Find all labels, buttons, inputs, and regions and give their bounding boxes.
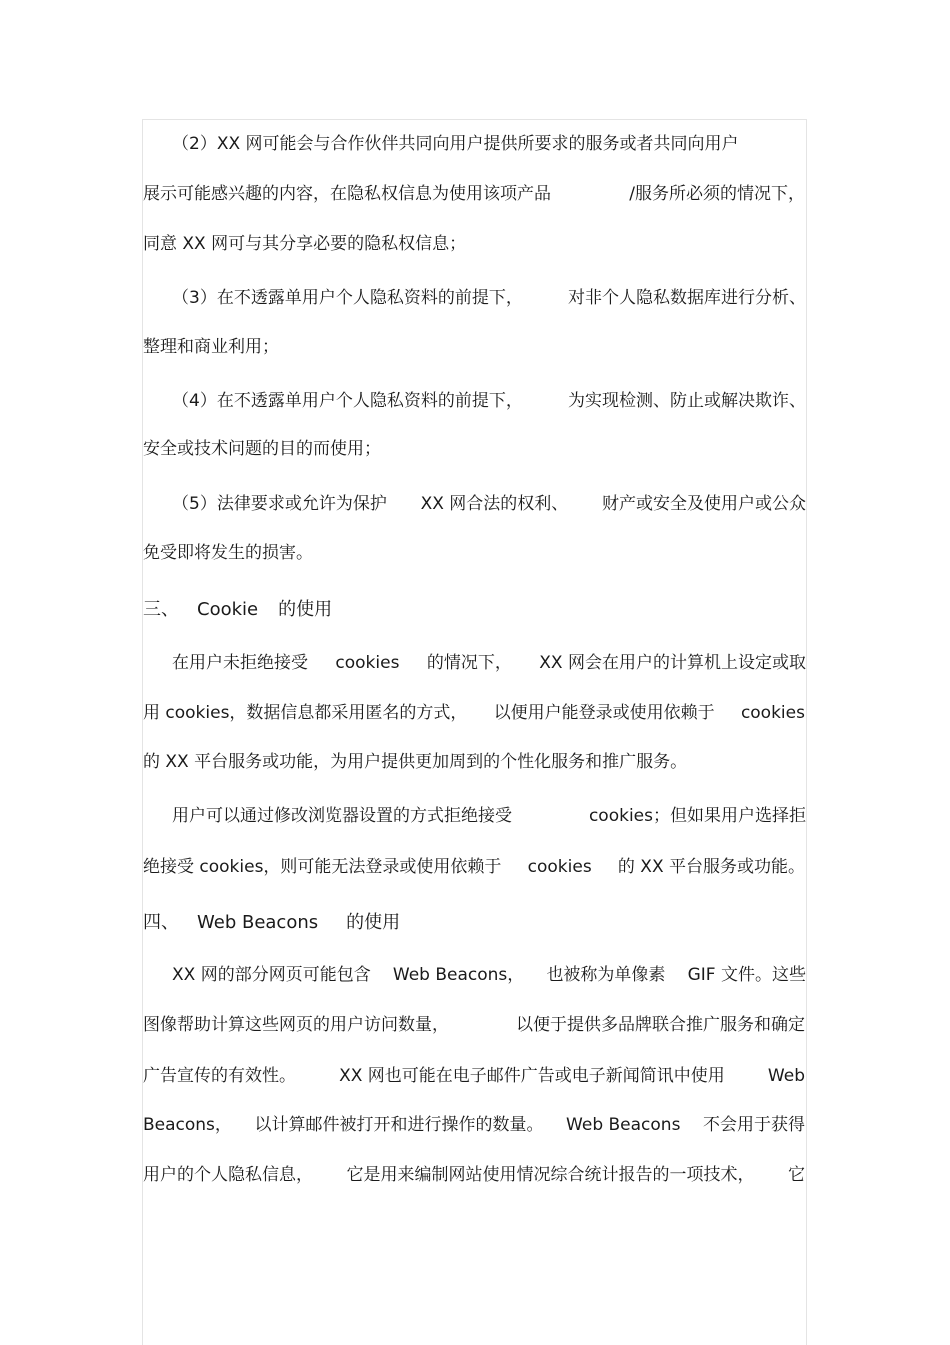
heading-suffix: 的使用 xyxy=(278,599,333,620)
section-heading-cookie xyxy=(143,595,805,625)
paragraph-line: 安全或技术问题的目的而使用； xyxy=(143,439,381,459)
paragraph-line: 绝接受 cookies，则可能无法登录或使用依赖于 cookies 的 XX 平台服务或功能。 xyxy=(143,857,805,877)
paragraph-line: 用户的个人隐私信息， 它是用来编制网站使用情况综合统计报告的一项技术， 它 xyxy=(143,1165,805,1185)
paragraph-line: （2）XX 网可能会与合作伙伴共同向用户提供所要求的服务或者共同向用户 xyxy=(172,134,739,154)
heading-number: 三、 xyxy=(143,599,179,620)
paragraph-line: 图像帮助计算这些网页的用户访问数量， 以便于提供多品牌联合推广服务和确定 xyxy=(143,1015,805,1035)
heading-number: 四、 xyxy=(143,912,179,933)
heading-suffix: 的使用 xyxy=(346,912,401,933)
paragraph-line: （5）法律要求或允许为保护 XX 网合法的权利、 财产或安全及使用户或公众 xyxy=(172,494,806,514)
heading-keyword: Web Beacons xyxy=(197,912,319,933)
paragraph-line: 用 cookies，数据信息都采用匿名的方式， 以便用户能登录或使用依赖于 cookies xyxy=(143,703,805,723)
paragraph-line: （4）在不透露单用户个人隐私资料的前提下， 为实现检测、防止或解决欺诈、 xyxy=(172,391,806,411)
paragraph-line: 的 XX 平台服务或功能，为用户提供更加周到的个性化服务和推广服务。 xyxy=(143,752,688,772)
paragraph-line: Beacons， 以计算邮件被打开和进行操作的数量。 Web Beacons 不会用于获得 xyxy=(143,1115,805,1135)
section-heading-web-beacons xyxy=(143,908,805,938)
paragraph-line: 免受即将发生的损害。 xyxy=(143,543,313,563)
paragraph-line: 在用户未拒绝接受 cookies 的情况下， XX 网会在用户的计算机上设定或取 xyxy=(172,653,806,673)
paragraph-line: （3）在不透露单用户个人隐私资料的前提下， 对非个人隐私数据库进行分析、 xyxy=(172,288,806,308)
paragraph-line: 用户可以通过修改浏览器设置的方式拒绝接受 cookies；但如果用户选择拒 xyxy=(172,806,806,826)
heading-keyword: Cookie xyxy=(197,599,259,620)
paragraph-line: 展示可能感兴趣的内容，在隐私权信息为使用该项产品 /服务所必须的情况下， xyxy=(143,184,805,204)
paragraph-line: XX 网的部分网页可能包含 Web Beacons， 也被称为单像素 GIF 文件。这些 xyxy=(172,965,806,985)
paragraph-line: 同意 XX 网可与其分享必要的隐私权信息； xyxy=(143,234,467,254)
paragraph-line: 整理和商业利用； xyxy=(143,337,279,357)
paragraph-line: 广告宣传的有效性。 XX 网也可能在电子邮件广告或电子新闻简讯中使用 Web xyxy=(143,1066,805,1086)
